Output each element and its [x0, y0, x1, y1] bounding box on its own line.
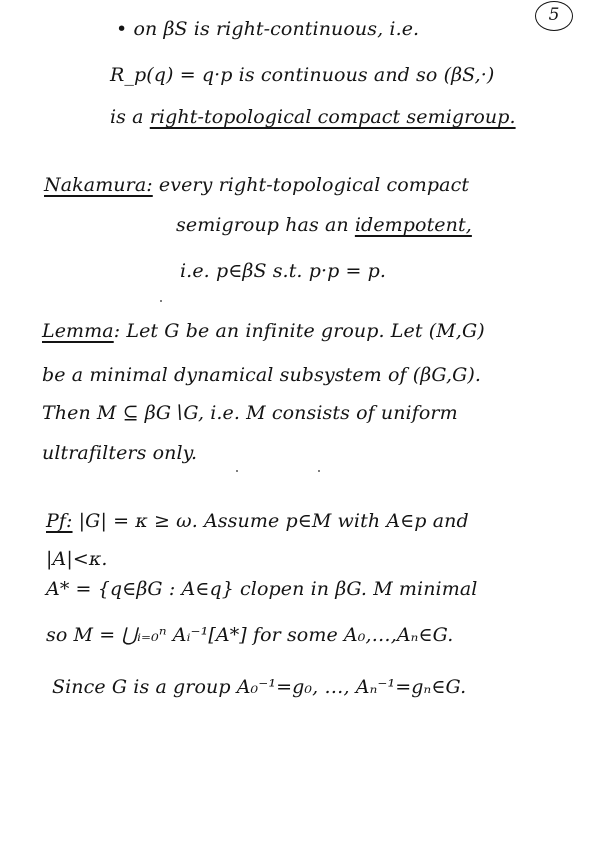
proof-line4: so M = ⋃ᵢ₌₀ⁿ Aᵢ⁻¹[A*] for some A₀,…,Aₙ∈G. — [46, 624, 454, 646]
nakamura-statement-line3: i.e. p∈βS s.t. p·p = p. — [180, 260, 387, 282]
text-line-continuity: • on βS is right-continuous, i.e. — [116, 18, 420, 40]
nakamura-text-1: every right-topological compact — [158, 174, 470, 196]
proof-label: Pf: — [46, 510, 73, 532]
proof-line2: |A|<κ. — [46, 548, 108, 570]
nakamura-statement-line2 — [176, 216, 472, 235]
scan-speck — [160, 300, 162, 302]
lemma-text-1: : Let G be an infinite group. Let (M,G) — [113, 320, 485, 342]
scan-speck — [318, 470, 320, 472]
page-number-circle: 5 — [535, 1, 573, 31]
nakamura-label: Nakamura: — [44, 174, 153, 196]
lemma-line4: ultrafilters only. — [42, 442, 198, 464]
lemma-label: Lemma — [42, 320, 114, 342]
text-line-semigroup — [110, 108, 516, 127]
proof-line1 — [46, 512, 469, 531]
nakamura-text-2: semigroup has an — [176, 214, 349, 236]
proof-line3: A* = {q∈βG : A∈q} clopen in βG. M minimal — [46, 578, 478, 600]
nakamura-statement-line1 — [44, 176, 469, 195]
underlined-semigroup-phrase: right-topological compact semigroup. — [149, 106, 516, 128]
lemma-line1 — [42, 322, 485, 341]
lemma-line2: be a minimal dynamical subsystem of (βG,G). — [42, 364, 482, 386]
scan-speck — [236, 470, 238, 472]
proof-text-1: |G| = κ ≥ ω. Assume p∈M with A∈p and — [78, 510, 469, 532]
lemma-line3: Then M ⊆ βG∖G, i.e. M consists of uniform — [42, 402, 458, 424]
text-is-a: is a — [110, 106, 144, 128]
text-line-rp-continuous: R_p(q) = q·p is continuous and so (βS,·) — [110, 64, 495, 86]
proof-line5: Since G is a group A₀⁻¹=g₀, …, Aₙ⁻¹=gₙ∈G. — [52, 676, 467, 698]
underlined-idempotent: idempotent, — [354, 214, 472, 236]
